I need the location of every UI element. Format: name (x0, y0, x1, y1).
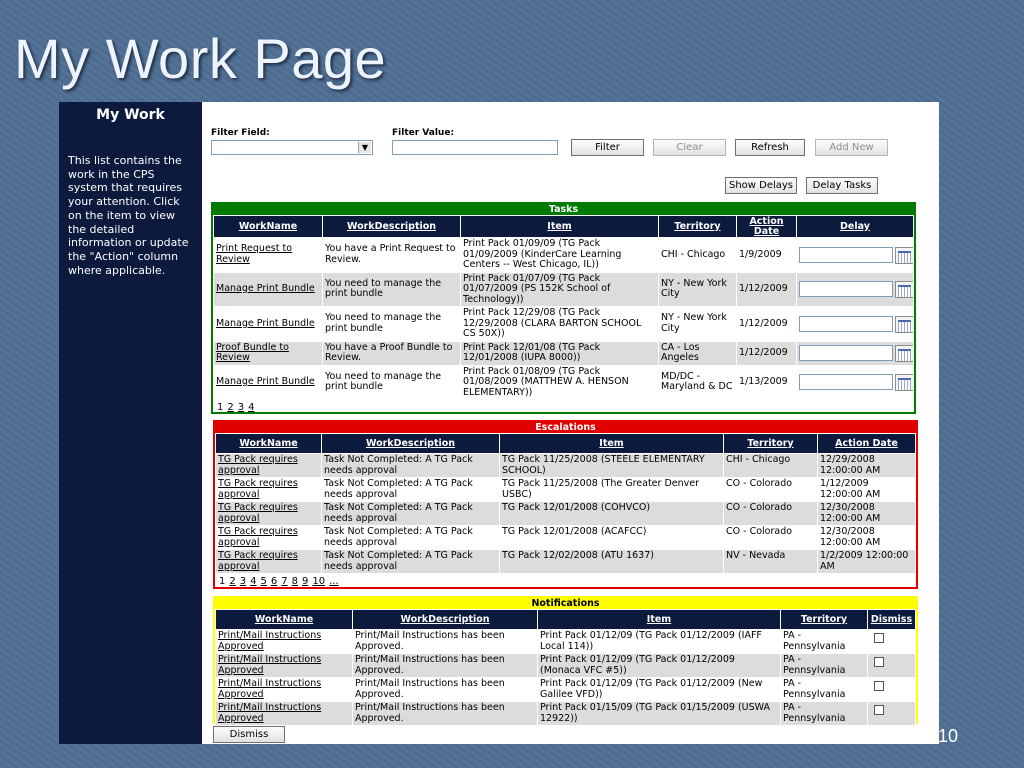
pager-link[interactable]: 4 (250, 576, 257, 587)
tasks-pager (213, 400, 914, 415)
workname-link[interactable]: TG Pack requires approval (218, 526, 298, 548)
territory-cell: CHI - Chicago (724, 454, 818, 478)
col-header-territory[interactable]: Territory (724, 434, 818, 454)
show-delays-button[interactable]: Show Delays (725, 177, 797, 194)
table-row[interactable] (214, 365, 914, 400)
item-cell: Print Pack 01/12/09 (TG Pack 01/12/2009 (New Galilee VFD)) (538, 678, 781, 702)
territory-cell: NY - New York City (659, 307, 737, 342)
filter-button[interactable]: Filter (571, 139, 644, 156)
workname-link[interactable]: Manage Print Bundle (216, 317, 315, 329)
col-header-workname[interactable]: WorkName (216, 434, 322, 454)
col-header-dismiss[interactable]: Dismiss (868, 610, 916, 630)
delay-date-input[interactable] (799, 316, 893, 332)
workname-link[interactable]: TG Pack requires approval (218, 454, 298, 476)
dismiss-checkbox[interactable] (874, 633, 884, 643)
action-date-cell: 1/12/2009 (737, 341, 797, 365)
delay-field (799, 373, 911, 391)
item-cell: TG Pack 11/25/2008 (STEELE ELEMENTARY SCHOOL) (500, 454, 724, 478)
filter-field-select[interactable] (211, 140, 373, 155)
territory-cell: MD/DC - Maryland & DC (659, 365, 737, 400)
description-cell: You need to manage the print bundle (323, 307, 461, 342)
escalations-pager (215, 574, 916, 589)
pager-link[interactable]: 3 (237, 402, 245, 413)
dismiss-button[interactable]: Dismiss (213, 726, 285, 743)
chevron-down-icon[interactable]: ▼ (358, 142, 371, 153)
workname-link[interactable]: Print/Mail Instructions Approved (218, 678, 322, 700)
refresh-button[interactable]: Refresh (735, 139, 805, 156)
filter-field-label: Filter Field: (211, 128, 270, 138)
item-cell: Print Pack 01/15/09 (TG Pack 01/15/2009 (USWA 12922)) (538, 702, 781, 726)
territory-cell: NV - Nevada (724, 550, 818, 574)
calendar-icon[interactable] (895, 345, 914, 362)
dismiss-checkbox[interactable] (874, 681, 884, 691)
item-cell: TG Pack 12/02/2008 (ATU 1637) (500, 550, 724, 574)
col-header-territory[interactable]: Territory (781, 610, 868, 630)
item-cell: Print Pack 01/08/09 (TG Pack 01/08/2009 (MATTHEW A. HENSON ELEMENTARY)) (461, 365, 659, 400)
calendar-icon[interactable] (895, 247, 914, 264)
workname-link[interactable]: TG Pack requires approval (218, 478, 298, 500)
table-row[interactable] (216, 654, 916, 678)
delay-date-input[interactable] (799, 374, 893, 390)
table-row[interactable] (216, 678, 916, 702)
action-date-cell: 12/30/2008 12:00:00 AM (818, 502, 916, 526)
col-header-workdescription[interactable]: WorkDescription (322, 434, 500, 454)
delay-field (799, 280, 911, 298)
territory-cell: NY - New York City (659, 272, 737, 307)
item-cell: Print Pack 01/07/09 (TG Pack 01/07/2009 (PS 152K School of Technology)) (461, 272, 659, 307)
col-header-action-date[interactable]: Action Date (818, 434, 916, 454)
table-row[interactable] (216, 454, 916, 478)
pager-link[interactable]: 9 (302, 576, 309, 587)
workname-link[interactable]: Print Request to Review (216, 243, 293, 265)
workname-link[interactable]: Manage Print Bundle (216, 376, 315, 387)
description-cell: Task Not Completed: A TG Pack needs approval (322, 502, 500, 526)
pager-link[interactable]: 5 (260, 576, 267, 587)
pager-link[interactable]: 8 (291, 576, 298, 587)
description-cell: Task Not Completed: A TG Pack needs approval (322, 550, 500, 574)
pager-page: 1 (217, 402, 224, 413)
add-new-button[interactable]: Add New (815, 139, 888, 156)
table-row[interactable] (216, 702, 916, 726)
territory-cell: PA - Pennsylvania (781, 654, 868, 678)
action-date-cell: 1/2/2009 12:00:00 AM (818, 550, 916, 574)
pager-page: 1 (219, 576, 226, 587)
description-cell: Task Not Completed: A TG Pack needs approval (322, 526, 500, 550)
item-cell: Print Pack 01/09/09 (TG Pack 01/09/2009 (KinderCare Learning Centers -- West Chicago, IL)) (461, 238, 659, 273)
action-date-cell: 1/12/2009 (737, 272, 797, 307)
territory-cell: PA - Pennsylvania (781, 702, 868, 726)
workname-link[interactable]: Print/Mail Instructions Approved (218, 702, 322, 724)
pager-link[interactable]: 3 (239, 576, 247, 587)
item-cell: Print Pack 01/12/09 (TG Pack 01/12/2009 (IAFF Local 114)) (538, 630, 781, 654)
territory-cell: CHI - Chicago (659, 238, 737, 273)
delay-date-input[interactable] (799, 247, 893, 263)
description-cell: Print/Mail Instructions has been Approved. (353, 702, 538, 726)
dismiss-checkbox[interactable] (874, 705, 884, 715)
table-row[interactable] (214, 307, 914, 342)
table-row[interactable] (216, 502, 916, 526)
territory-cell: CO - Colorado (724, 526, 818, 550)
item-cell: TG Pack 12/01/2008 (COHVCO) (500, 502, 724, 526)
territory-cell: CA - Los Angeles (659, 341, 737, 365)
item-cell: TG Pack 11/25/2008 (The Greater Denver USBC) (500, 478, 724, 502)
notifications-title: Notifications (215, 598, 916, 609)
table-row[interactable] (214, 341, 914, 365)
dismiss-checkbox[interactable] (874, 657, 884, 667)
sidebar-title: My Work (96, 107, 165, 123)
workname-link[interactable]: TG Pack requires approval (218, 502, 298, 524)
calendar-icon[interactable] (895, 281, 914, 298)
delay-field (799, 246, 911, 264)
col-header-item[interactable]: Item (538, 610, 781, 630)
tasks-title: Tasks (213, 204, 914, 215)
pager-link[interactable]: 2 (227, 402, 234, 413)
sidebar (59, 102, 202, 744)
action-date-cell: 12/30/2008 12:00:00 AM (818, 526, 916, 550)
item-cell: TG Pack 12/01/2008 (ACAFCC) (500, 526, 724, 550)
table-row[interactable] (214, 238, 914, 273)
escalations-panel (213, 420, 918, 589)
notifications-panel (213, 596, 918, 724)
col-header-item[interactable]: Item (461, 216, 659, 238)
table-row[interactable] (216, 630, 916, 654)
action-date-cell: 1/12/2009 (737, 307, 797, 342)
description-cell: You have a Print Request to Review. (323, 238, 461, 273)
workname-link[interactable]: TG Pack requires approval (218, 550, 298, 572)
filter-value-label: Filter Value: (392, 128, 455, 138)
description-cell: Task Not Completed: A TG Pack needs approval (322, 454, 500, 478)
col-header-workname[interactable]: WorkName (214, 216, 323, 238)
description-cell: Print/Mail Instructions has been Approved. (353, 654, 538, 678)
pager-link[interactable]: 4 (248, 402, 255, 413)
pager-link[interactable]: ... (329, 576, 339, 587)
description-cell: Task Not Completed: A TG Pack needs approval (322, 478, 500, 502)
description-cell: Print/Mail Instructions has been Approved. (353, 678, 538, 702)
table-row[interactable] (216, 550, 916, 574)
action-date-cell: 1/9/2009 (737, 238, 797, 273)
delay-field (799, 344, 911, 362)
escalations-title: Escalations (215, 422, 916, 433)
territory-cell: CO - Colorado (724, 478, 818, 502)
action-date-cell: 12/29/2008 12:00:00 AM (818, 454, 916, 478)
action-date-cell: 1/12/2009 12:00:00 AM (818, 478, 916, 502)
calendar-icon[interactable] (895, 374, 914, 391)
filter-value-input[interactable] (392, 140, 558, 155)
col-header-workdescription[interactable]: WorkDescription (323, 216, 461, 238)
slide-page-number: 10 (938, 726, 959, 746)
main-content (202, 102, 939, 744)
clear-button[interactable]: Clear (653, 139, 726, 156)
territory-cell: CO - Colorado (724, 502, 818, 526)
workname-link[interactable]: Print/Mail Instructions Approved (218, 630, 322, 652)
workname-link[interactable]: Proof Bundle to Review (216, 341, 289, 363)
territory-cell: PA - Pennsylvania (781, 678, 868, 702)
sidebar-description: This list contains the work in the CPS system that requires your attention. Click on the item to view the detailed information or update the "Action" column where applicable. (68, 154, 189, 277)
slide-title: My Work Page (14, 27, 387, 90)
item-cell: Print Pack 01/12/09 (TG Pack 01/12/2009 (Monaca VFC #5)) (538, 654, 781, 678)
col-header-item[interactable]: Item (500, 434, 724, 454)
workname-link[interactable]: Manage Print Bundle (216, 283, 315, 294)
table-row[interactable] (216, 478, 916, 502)
pager-link[interactable]: 6 (270, 576, 278, 587)
description-cell: You have a Proof Bundle to Review. (323, 341, 461, 365)
action-date-cell: 1/13/2009 (737, 365, 797, 400)
notifications-table (215, 609, 916, 726)
table-row[interactable] (214, 272, 914, 307)
delay-date-input[interactable] (799, 281, 893, 297)
table-row[interactable] (216, 526, 916, 550)
item-cell: Print Pack 12/01/08 (TG Pack 12/01/2008 (IUPA 8000)) (461, 341, 659, 365)
pager-link[interactable]: 7 (281, 576, 288, 587)
col-header-workname[interactable]: WorkName (216, 610, 353, 630)
workname-link[interactable]: Print/Mail Instructions Approved (218, 654, 322, 676)
tasks-table (213, 215, 914, 400)
delay-field (799, 315, 911, 333)
delay-tasks-button[interactable]: Delay Tasks (806, 177, 878, 194)
delay-date-input[interactable] (799, 345, 893, 361)
pager-link[interactable]: 2 (229, 576, 236, 587)
item-cell: Print Pack 12/29/08 (TG Pack 12/29/2008 (CLARA BARTON SCHOOL CS 50X)) (461, 307, 659, 342)
col-header-action-date[interactable]: Action Date (737, 216, 797, 238)
tasks-panel (211, 202, 916, 414)
escalations-table (215, 433, 916, 574)
description-cell: You need to manage the print bundle (323, 365, 461, 400)
description-cell: Print/Mail Instructions has been Approved. (353, 630, 538, 654)
territory-cell: PA - Pennsylvania (781, 630, 868, 654)
calendar-icon[interactable] (895, 316, 914, 333)
col-header-delay[interactable]: Delay (797, 216, 914, 238)
col-header-workdescription[interactable]: WorkDescription (353, 610, 538, 630)
description-cell: You need to manage the print bundle (323, 272, 461, 307)
pager-link[interactable]: 10 (312, 576, 326, 587)
col-header-territory[interactable]: Territory (659, 216, 737, 238)
